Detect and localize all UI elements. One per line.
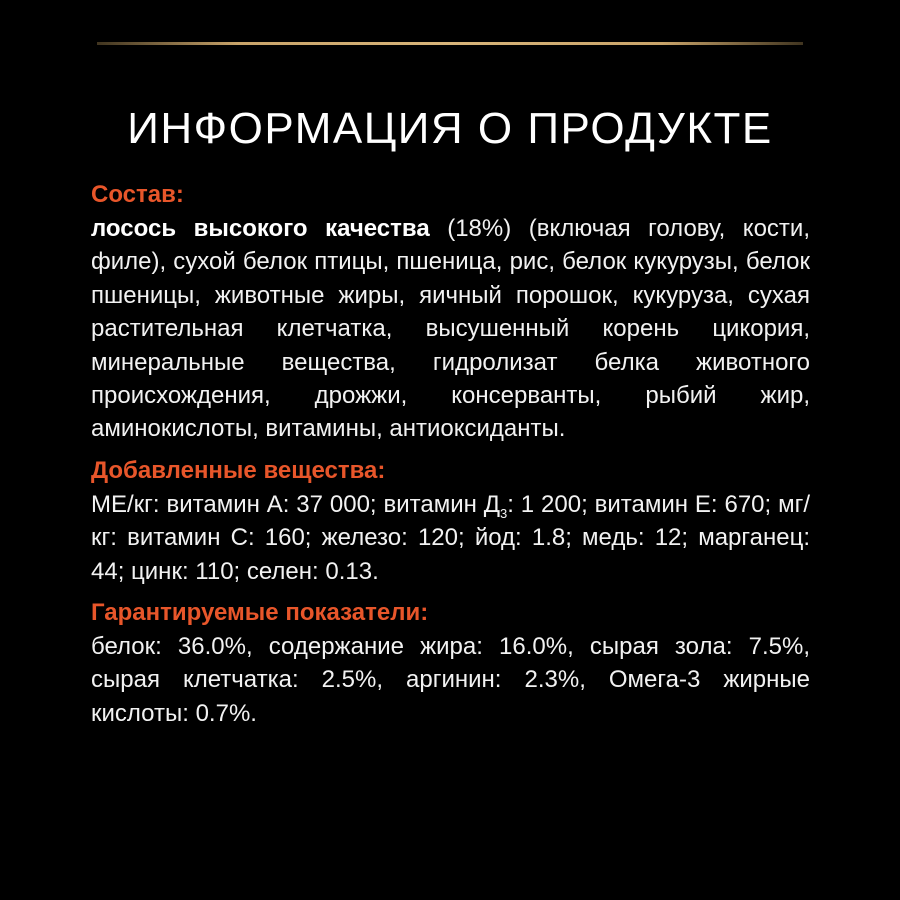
- additives-part2: : 1 200; витамин Е: 670; мг/кг: витамин С: 160; железо: 120; йод: 1.8; медь: 12; марганец: 44; цинк: 110; селен: 0.13.: [91, 490, 810, 585]
- guaranteed-section: [91, 596, 810, 730]
- composition-rest: (18%) (включая голову, кости, филе), сухой белок птицы, пшеница, рис, белок кукурузы, белок пшеницы, животные жиры, яичный порошок, кукуруза, сухая растительная клетчатка, высушенный корень цикория, минеральные вещества, гидролизат белка животного происхождения, дрожжи, консерванты, рыбий жир, аминокислоты, витамины, антиоксиданты.: [91, 215, 810, 443]
- page-title: ИНФОРМАЦИЯ О ПРОДУКТЕ: [127, 104, 773, 154]
- product-info-content: [91, 178, 810, 730]
- additives-subscript: 3: [500, 505, 508, 521]
- gold-divider: [97, 42, 803, 45]
- additives-part1: МЕ/кг: витамин А: 37 000; витамин Д: [91, 490, 501, 518]
- composition-lead: лосось высокого качества: [91, 215, 430, 242]
- additives-heading: Добавленные вещества:: [91, 456, 386, 484]
- additives-text: [91, 488, 810, 588]
- composition-heading: Состав:: [91, 181, 184, 208]
- composition-section: [91, 178, 810, 446]
- guaranteed-heading: Гарантируемые показатели:: [91, 599, 429, 627]
- guaranteed-text: белок: 36.0%, содержание жира: 16.0%, сырая зола: 7.5%, сырая клетчатка: 2.5%, аргинин: 2.3%, Омега-3 жирные кислоты: 0.7%.: [91, 633, 810, 727]
- composition-text: [91, 212, 810, 446]
- additives-section: [91, 454, 810, 588]
